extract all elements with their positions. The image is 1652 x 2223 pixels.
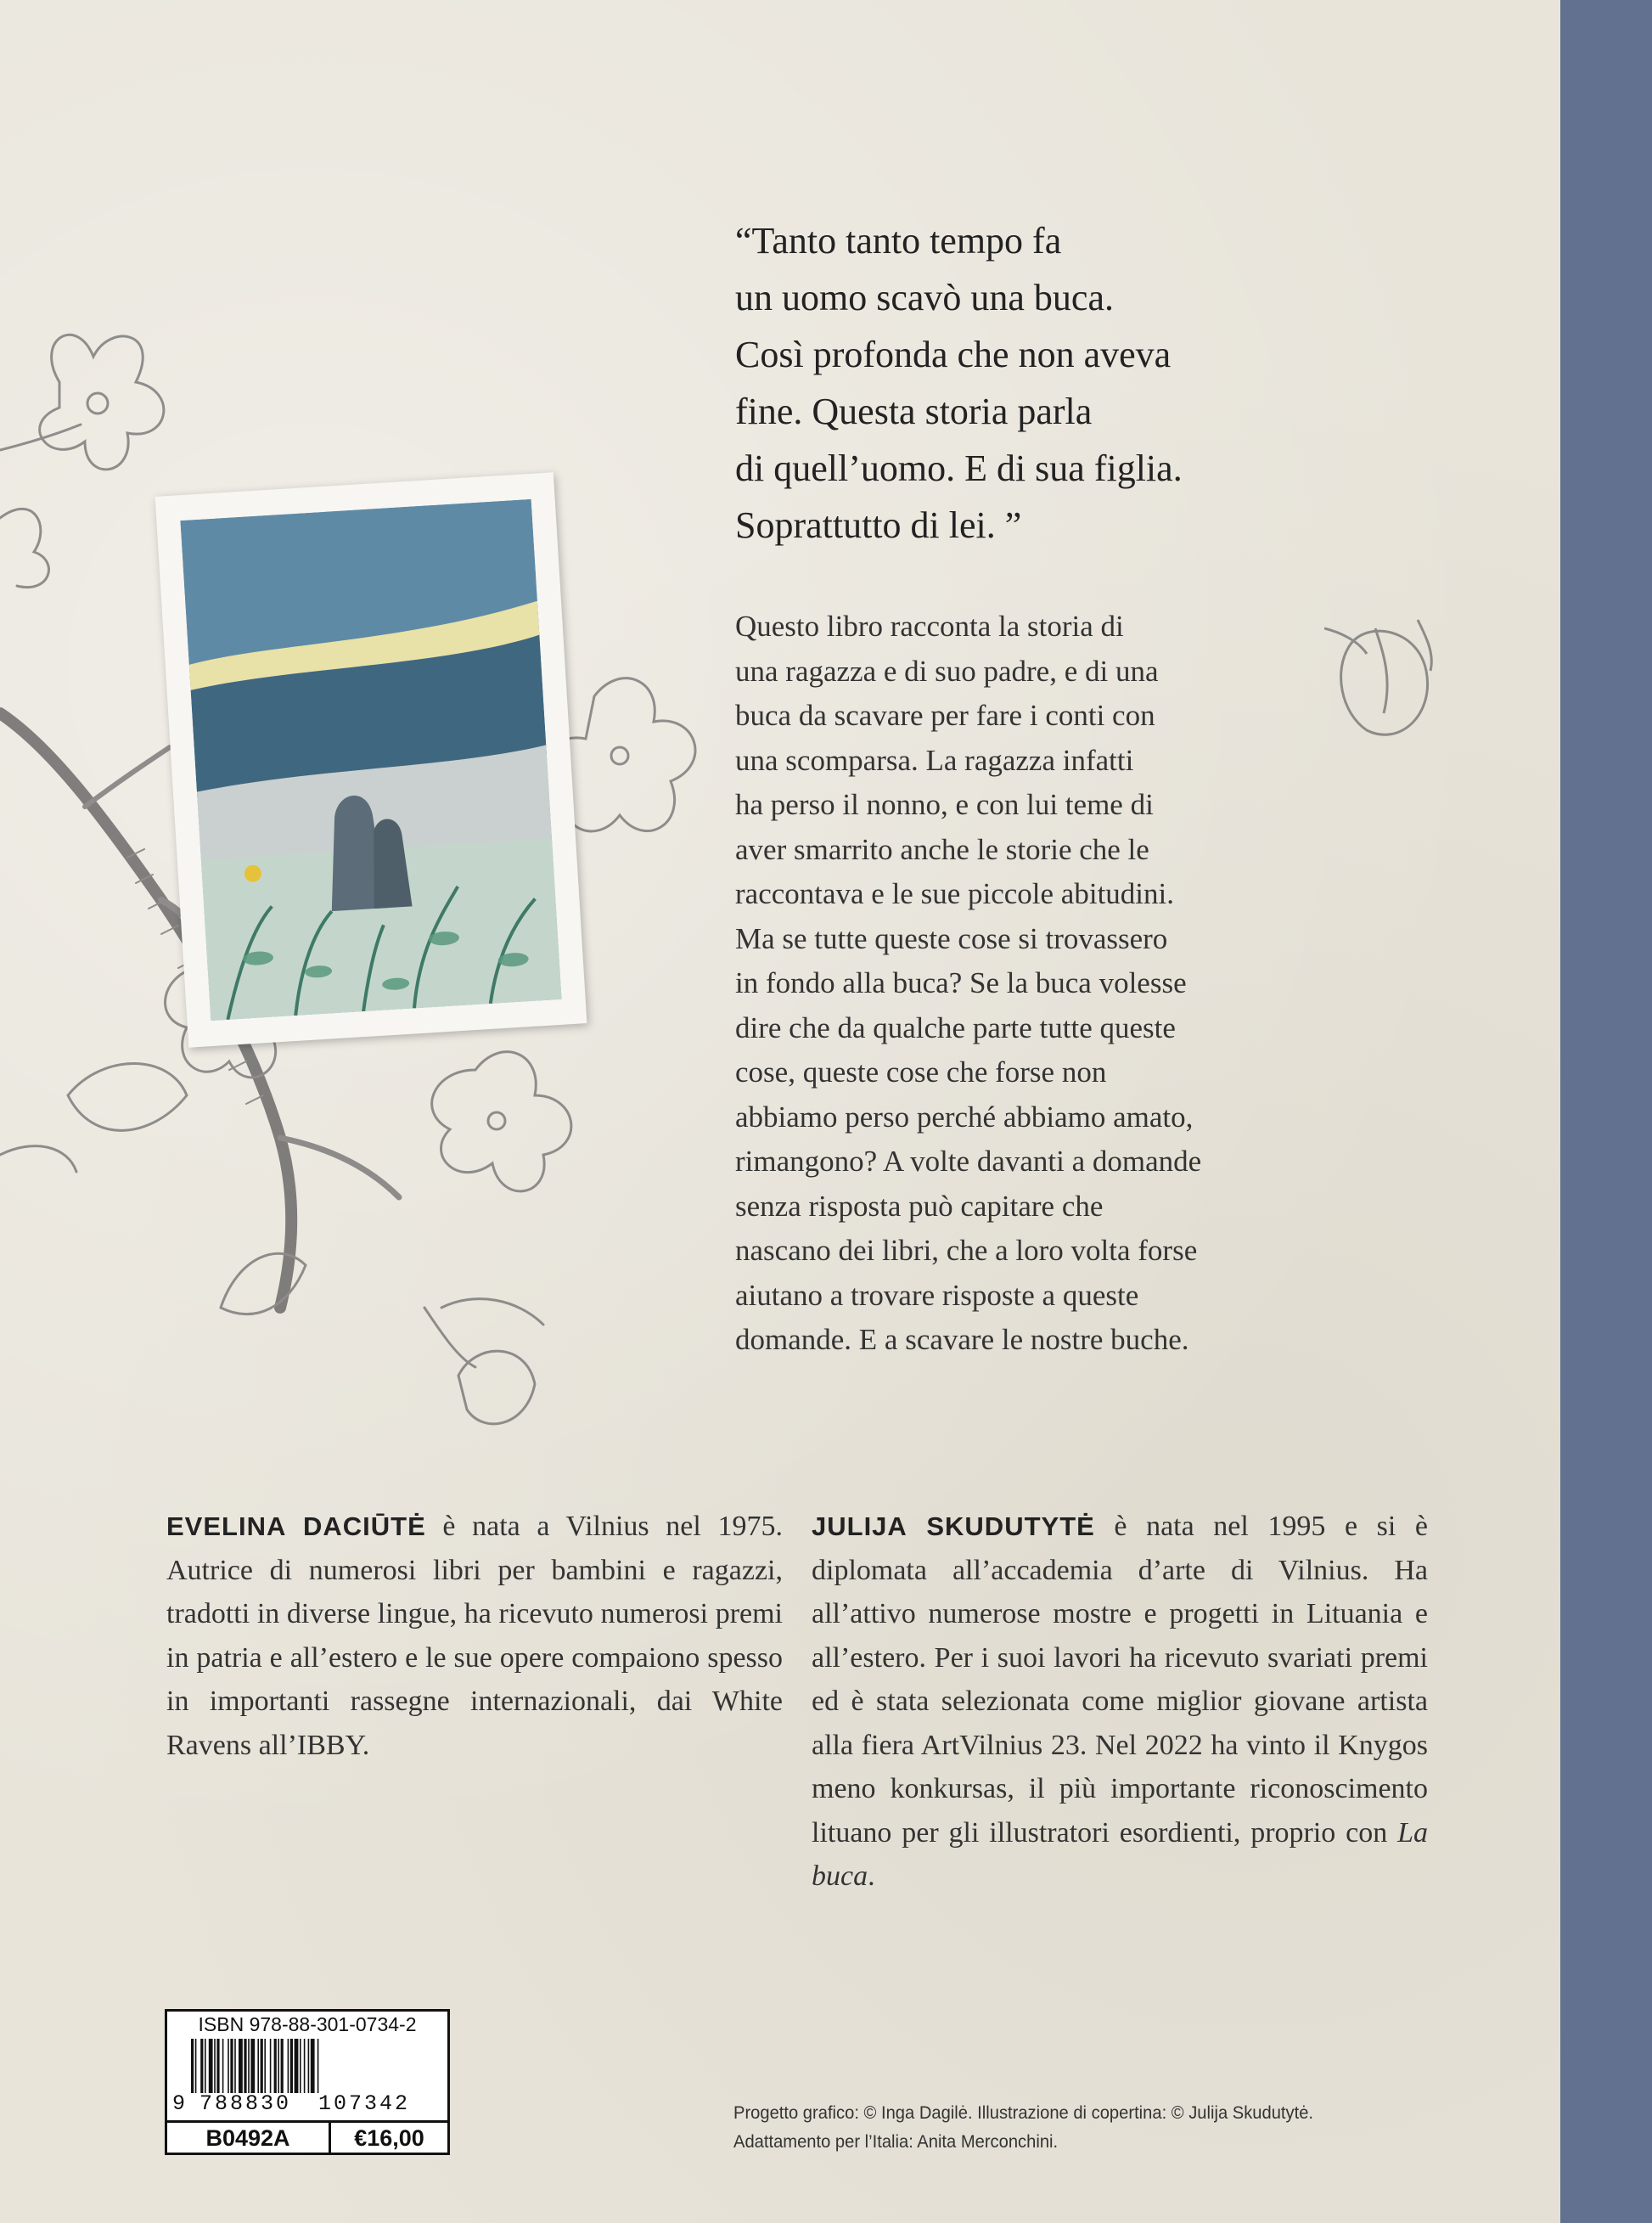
barcode-bar <box>222 2039 224 2093</box>
illustrator-bio <box>812 1505 1428 1899</box>
description-line: una ragazza e di suo padre, e di una <box>735 654 1159 688</box>
barcode-bar <box>281 2039 284 2093</box>
illustrator-name: JULIJA SKUDUTYTĖ <box>812 1511 1095 1541</box>
isbn-text: ISBN 978-88-301-0734-2 <box>198 2013 417 2035</box>
barcode-digit-first: 9 <box>172 2091 186 2116</box>
description-line: aver smarrito anche le storie che le <box>735 832 1149 866</box>
book-description <box>735 605 1414 1363</box>
description-line: raccontava e le sue piccole abitudini. <box>735 877 1174 910</box>
barcode-bar <box>244 2039 246 2093</box>
description-line: in fondo alla buca? Se la buca volesse <box>735 966 1187 999</box>
illustrator-bio-text: è nata nel 1995 e si è diplomata all’accademia d’arte di Vilnius. Ha all’attivo numerose mostre e progetti in Lituania e all’estero. Per i suoi lavori ha ricevuto svariati premi ed è stata selezionata come miglior giovane artista alla fiera ArtVilnius 23. Nel 2022 ha vinto il Knygos meno konkursas, il più importante riconoscimento lituano per gli illustratori esordienti, proprio con <box>812 1511 1429 1849</box>
barcode-bar <box>274 2039 277 2093</box>
barcode-bar <box>261 2039 263 2093</box>
barcode-bar <box>228 2039 229 2093</box>
barcode-bar <box>264 2039 266 2093</box>
barcode-digits-left: 788830 <box>199 2091 292 2116</box>
quote-line: un uomo scavò una buca. <box>735 277 1114 318</box>
credits <box>733 2099 1516 2157</box>
barcode-bar <box>304 2039 306 2093</box>
barcode-bar <box>239 2039 243 2093</box>
barcode-bar <box>250 2039 255 2093</box>
isbn-barcode-box <box>165 2009 450 2155</box>
description-line: cose, queste cose che forse non <box>735 1055 1107 1089</box>
barcode-bar <box>311 2039 315 2093</box>
illustrator-bio-end: . <box>868 1860 875 1892</box>
blurb-quote <box>735 212 1414 554</box>
quote-line: Soprattutto di lei. ” <box>735 504 1022 546</box>
barcode-bar <box>216 2039 219 2093</box>
barcode-bar <box>300 2039 301 2093</box>
barcode-bar <box>308 2039 310 2093</box>
credits-line: Adattamento per l’Italia: Anita Merconchini. <box>733 2132 1059 2152</box>
description-line: buca da scavare per fare i conti con <box>735 699 1155 732</box>
book-title-italic: La buca <box>812 1816 1428 1892</box>
description-line: senza risposta può capitare che <box>735 1189 1104 1223</box>
description-line: una scomparsa. La ragazza infatti <box>735 743 1134 777</box>
barcode-bar <box>288 2039 289 2093</box>
barcode-bar <box>200 2039 203 2093</box>
barcode-bar <box>257 2039 259 2093</box>
quote-line: fine. Questa storia parla <box>735 391 1093 432</box>
barcode-bar <box>270 2039 272 2093</box>
watercolor-landscape <box>180 499 561 1021</box>
barcode-bar <box>209 2039 213 2093</box>
author-bio <box>166 1505 783 1767</box>
author-name: EVELINA DACIŪTĖ <box>166 1511 426 1541</box>
credits-line: Progetto grafico: © Inga Dagilė. Illustrazione di copertina: © Julija Skudutytė. <box>733 2103 1314 2123</box>
price: €16,00 <box>354 2125 424 2151</box>
description-line: rimangono? A volte davanti a domande <box>735 1145 1202 1178</box>
quote-line: di quell’uomo. E di sua figlia. <box>735 447 1183 489</box>
description-line: aiutano a trovare risposte a queste <box>735 1278 1139 1312</box>
product-code: B0492A <box>167 2123 331 2155</box>
description-line: dire che da qualche parte tutte queste <box>735 1010 1176 1044</box>
barcode-bar <box>214 2039 216 2093</box>
barcode-bars <box>191 2039 429 2093</box>
author-bio-text: è nata a Vilnius nel 1975. Autrice di numerosi libri per bambini e ragazzi, tradotti in diverse lingue, ha ricevuto numerosi premi in patria e all’estero e le sue opere compaiono spesso in importanti rassegne internazionali, dai White Ravens all’IBBY. <box>166 1511 783 1761</box>
barcode-bar <box>191 2039 194 2093</box>
barcode-bar <box>317 2039 319 2093</box>
description-line: ha perso il nonno, e con lui teme di <box>735 788 1154 821</box>
barcode-bar <box>278 2039 279 2093</box>
barcode-bar <box>205 2039 206 2093</box>
cover-illustration-photo <box>155 472 587 1047</box>
barcode-bar <box>195 2039 197 2093</box>
barcode-bar <box>230 2039 233 2093</box>
description-line: abbiamo perso perché abbiamo amato, <box>735 1100 1194 1134</box>
description-line: Ma se tutte queste cose si trovassero <box>735 921 1168 955</box>
barcode-bar <box>290 2039 293 2093</box>
quote-line: Così profonda che non aveva <box>735 334 1172 375</box>
barcode-bar <box>248 2039 250 2093</box>
description-line: nascano dei libri, che a loro volta forse <box>735 1234 1198 1267</box>
barcode-digits-right: 107342 <box>318 2091 411 2116</box>
barcode-bar <box>295 2039 299 2093</box>
barcode-bar <box>234 2039 236 2093</box>
quote-line: “Tanto tanto tempo fa <box>735 220 1062 262</box>
spine-edge <box>1560 0 1652 2223</box>
price-row <box>167 2120 447 2155</box>
description-line: Questo libro racconta la storia di <box>735 610 1124 643</box>
description-line: domande. E a scavare le nostre buche. <box>735 1323 1189 1356</box>
